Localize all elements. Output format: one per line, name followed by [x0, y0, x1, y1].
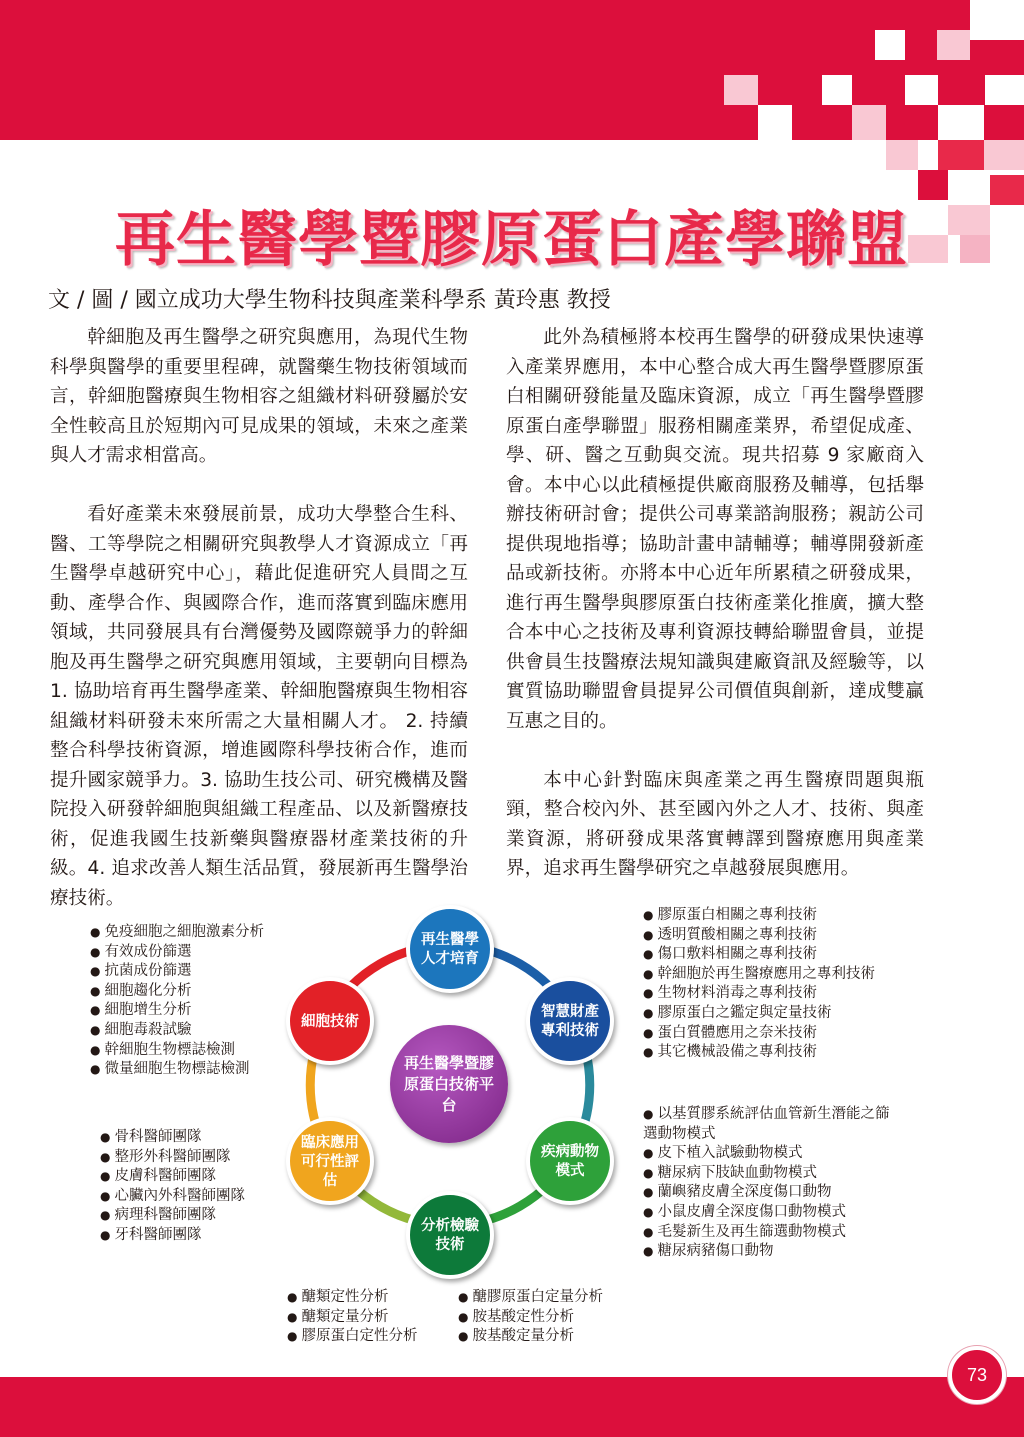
list-item: ● 糖尿病下肢缺血動物模式 [643, 1164, 893, 1184]
paragraph: 幹細胞及再生醫學之研究與應用，為現代生物科學與醫學的重要里程碑，就醫藥生物技術領域而言，幹細胞醫療與生物相容之組織材料研發屬於安全性較高且於短期內可見成果的領域，未來之產業與人才需求相當高。 [50, 327, 468, 466]
left-column [50, 323, 468, 913]
analysis-node: 分析檢驗技術 [406, 1191, 494, 1279]
list-item: ● 以基質膠系統評估血管新生潛能之篩選動物模式 [643, 1105, 893, 1144]
paragraph: 本中心針對臨床與產業之再生醫療問題與瓶頸，整合校內外、甚至國內外之人才、技術、與產業資源，將研發成果落實轉譯到醫療應用與產業界，追求再生醫學研究之卓越發展與應用。 [506, 769, 924, 879]
list-item: ● 免疫細胞之細胞激素分析 [90, 923, 264, 943]
list-item: ● 整形外科醫師團隊 [100, 1148, 245, 1168]
ip-node: 智慧財產專利技術 [526, 977, 614, 1065]
platform-center-node: 再生醫學暨膠原蛋白技術平台 [390, 1025, 508, 1143]
list-item: ● 醣類定量分析 [287, 1308, 417, 1328]
list-item: ● 有效成份篩選 [90, 943, 264, 963]
cell-node: 細胞技術 [286, 977, 374, 1065]
patent-list [643, 906, 875, 1063]
right-column [506, 323, 924, 884]
list-item: ● 醣膠原蛋白定量分析 [458, 1288, 603, 1308]
analysis-list-left [287, 1288, 417, 1347]
paragraph: 此外為積極將本校再生醫學的研發成果快速導入產業界應用，本中心整合成大再生醫學暨膠原蛋白相關研發能量及臨床資源，成立「再生醫學暨膠原蛋白產學聯盟」服務相關產業界，希望促成產、學、研、醫之互動與交流。現共招募 9 家廠商入會。本中心以此積極提供廠商服務及輔導，包括舉辦技術研討會；提供公司專業諮詢服務；親訪公司提供現地指導；協助計畫申請輔導；輔導開發新產品或新技術。亦將本中心近年所累積之研發成果，進行再生醫學與膠原蛋白技術產業化推廣，擴大整合本中心之技術及專利資源技轉給聯盟會員，並提供會員生技醫療法規知識與建廠資訊及經驗等，以實質協助聯盟會員提昇公司價值與創新，達成雙贏互惠之目的。 [506, 327, 924, 732]
animal-model-list [643, 1105, 893, 1262]
author-byline: 文 / 圖 / 國立成功大學生物科技與產業科學系 黃玲惠 教授 [48, 288, 611, 313]
analysis-list-right [458, 1288, 603, 1347]
platform-diagram [280, 905, 620, 1295]
list-item: ● 毛髮新生及再生篩選動物模式 [643, 1223, 893, 1243]
list-item: ● 心臟內外科醫師團隊 [100, 1187, 245, 1207]
list-item: ● 糖尿病豬傷口動物 [643, 1242, 893, 1262]
list-item: ● 蛋白質體應用之奈米技術 [643, 1024, 875, 1044]
list-item: ● 細胞趨化分析 [90, 982, 264, 1002]
list-item: ● 微量細胞生物標誌檢測 [90, 1060, 264, 1080]
list-item: ● 病理科醫師團隊 [100, 1206, 245, 1226]
list-item: ● 膠原蛋白定性分析 [287, 1327, 417, 1347]
list-item: ● 膠原蛋白之鑑定與定量技術 [643, 1004, 875, 1024]
list-item: ● 胺基酸定性分析 [458, 1308, 603, 1328]
list-item: ● 骨科醫師團隊 [100, 1128, 245, 1148]
list-item: ● 傷口敷料相關之專利技術 [643, 945, 875, 965]
list-item: ● 膠原蛋白相關之專利技術 [643, 906, 875, 926]
list-item: ● 幹細胞於再生醫療應用之專利技術 [643, 965, 875, 985]
list-item: ● 醣類定性分析 [287, 1288, 417, 1308]
list-item: ● 細胞增生分析 [90, 1001, 264, 1021]
list-item: ● 小鼠皮膚全深度傷口動物模式 [643, 1203, 893, 1223]
footer-band [0, 1377, 1024, 1437]
list-item: ● 牙科醫師團隊 [100, 1226, 245, 1246]
animal-node: 疾病動物模式 [526, 1117, 614, 1205]
list-item: ● 皮膚科醫師團隊 [100, 1167, 245, 1187]
page-number: 73 [948, 1346, 1006, 1404]
list-item: ● 其它機械設備之專利技術 [643, 1043, 875, 1063]
list-item: ● 幹細胞生物標誌檢測 [90, 1041, 264, 1061]
list-item: ● 抗菌成份篩選 [90, 962, 264, 982]
list-item: ● 胺基酸定量分析 [458, 1327, 603, 1347]
page-title: 再生醫學暨膠原蛋白產學聯盟 [115, 205, 908, 275]
list-item: ● 蘭嶼豬皮膚全深度傷口動物 [643, 1183, 893, 1203]
cell-tech-list [90, 923, 264, 1080]
talent-node: 再生醫學人才培育 [406, 905, 494, 993]
list-item: ● 透明質酸相關之專利技術 [643, 926, 875, 946]
list-item: ● 生物材料消毒之專利技術 [643, 984, 875, 1004]
clinical-team-list [100, 1128, 245, 1246]
list-item: ● 皮下植入試驗動物模式 [643, 1144, 893, 1164]
clinical-node: 臨床應用可行性評估 [286, 1117, 374, 1205]
paragraph: 看好產業未來發展前景，成功大學整合生科、醫、工等學院之相關研究與教學人才資源成立「再生醫學卓越研究中心」，藉此促進研究人員間之互動、產學合作、與國際合作，進而落實到臨床應用領域，共同發展具有台灣優勢及國際競爭力的幹細胞及再生醫學之研究與應用領域，主要朝向目標為 1. 協助培育再生醫學產業、幹細胞醫療與生物相容組織材料研發未來所需之大量相關人才。 2. 持續整合科學技術資源，增進國際科學技術合作，進而提升國家競爭力。3. 協助生技公司、研究機構及醫院投入研發幹細胞與組織工程產品、以及新醫療技術，促進我國生技新藥與醫療器材產業技術的升級。4. 追求改善人類生活品質，發展新再生醫學治療技術。 [50, 504, 468, 909]
list-item: ● 細胞毒殺試驗 [90, 1021, 264, 1041]
